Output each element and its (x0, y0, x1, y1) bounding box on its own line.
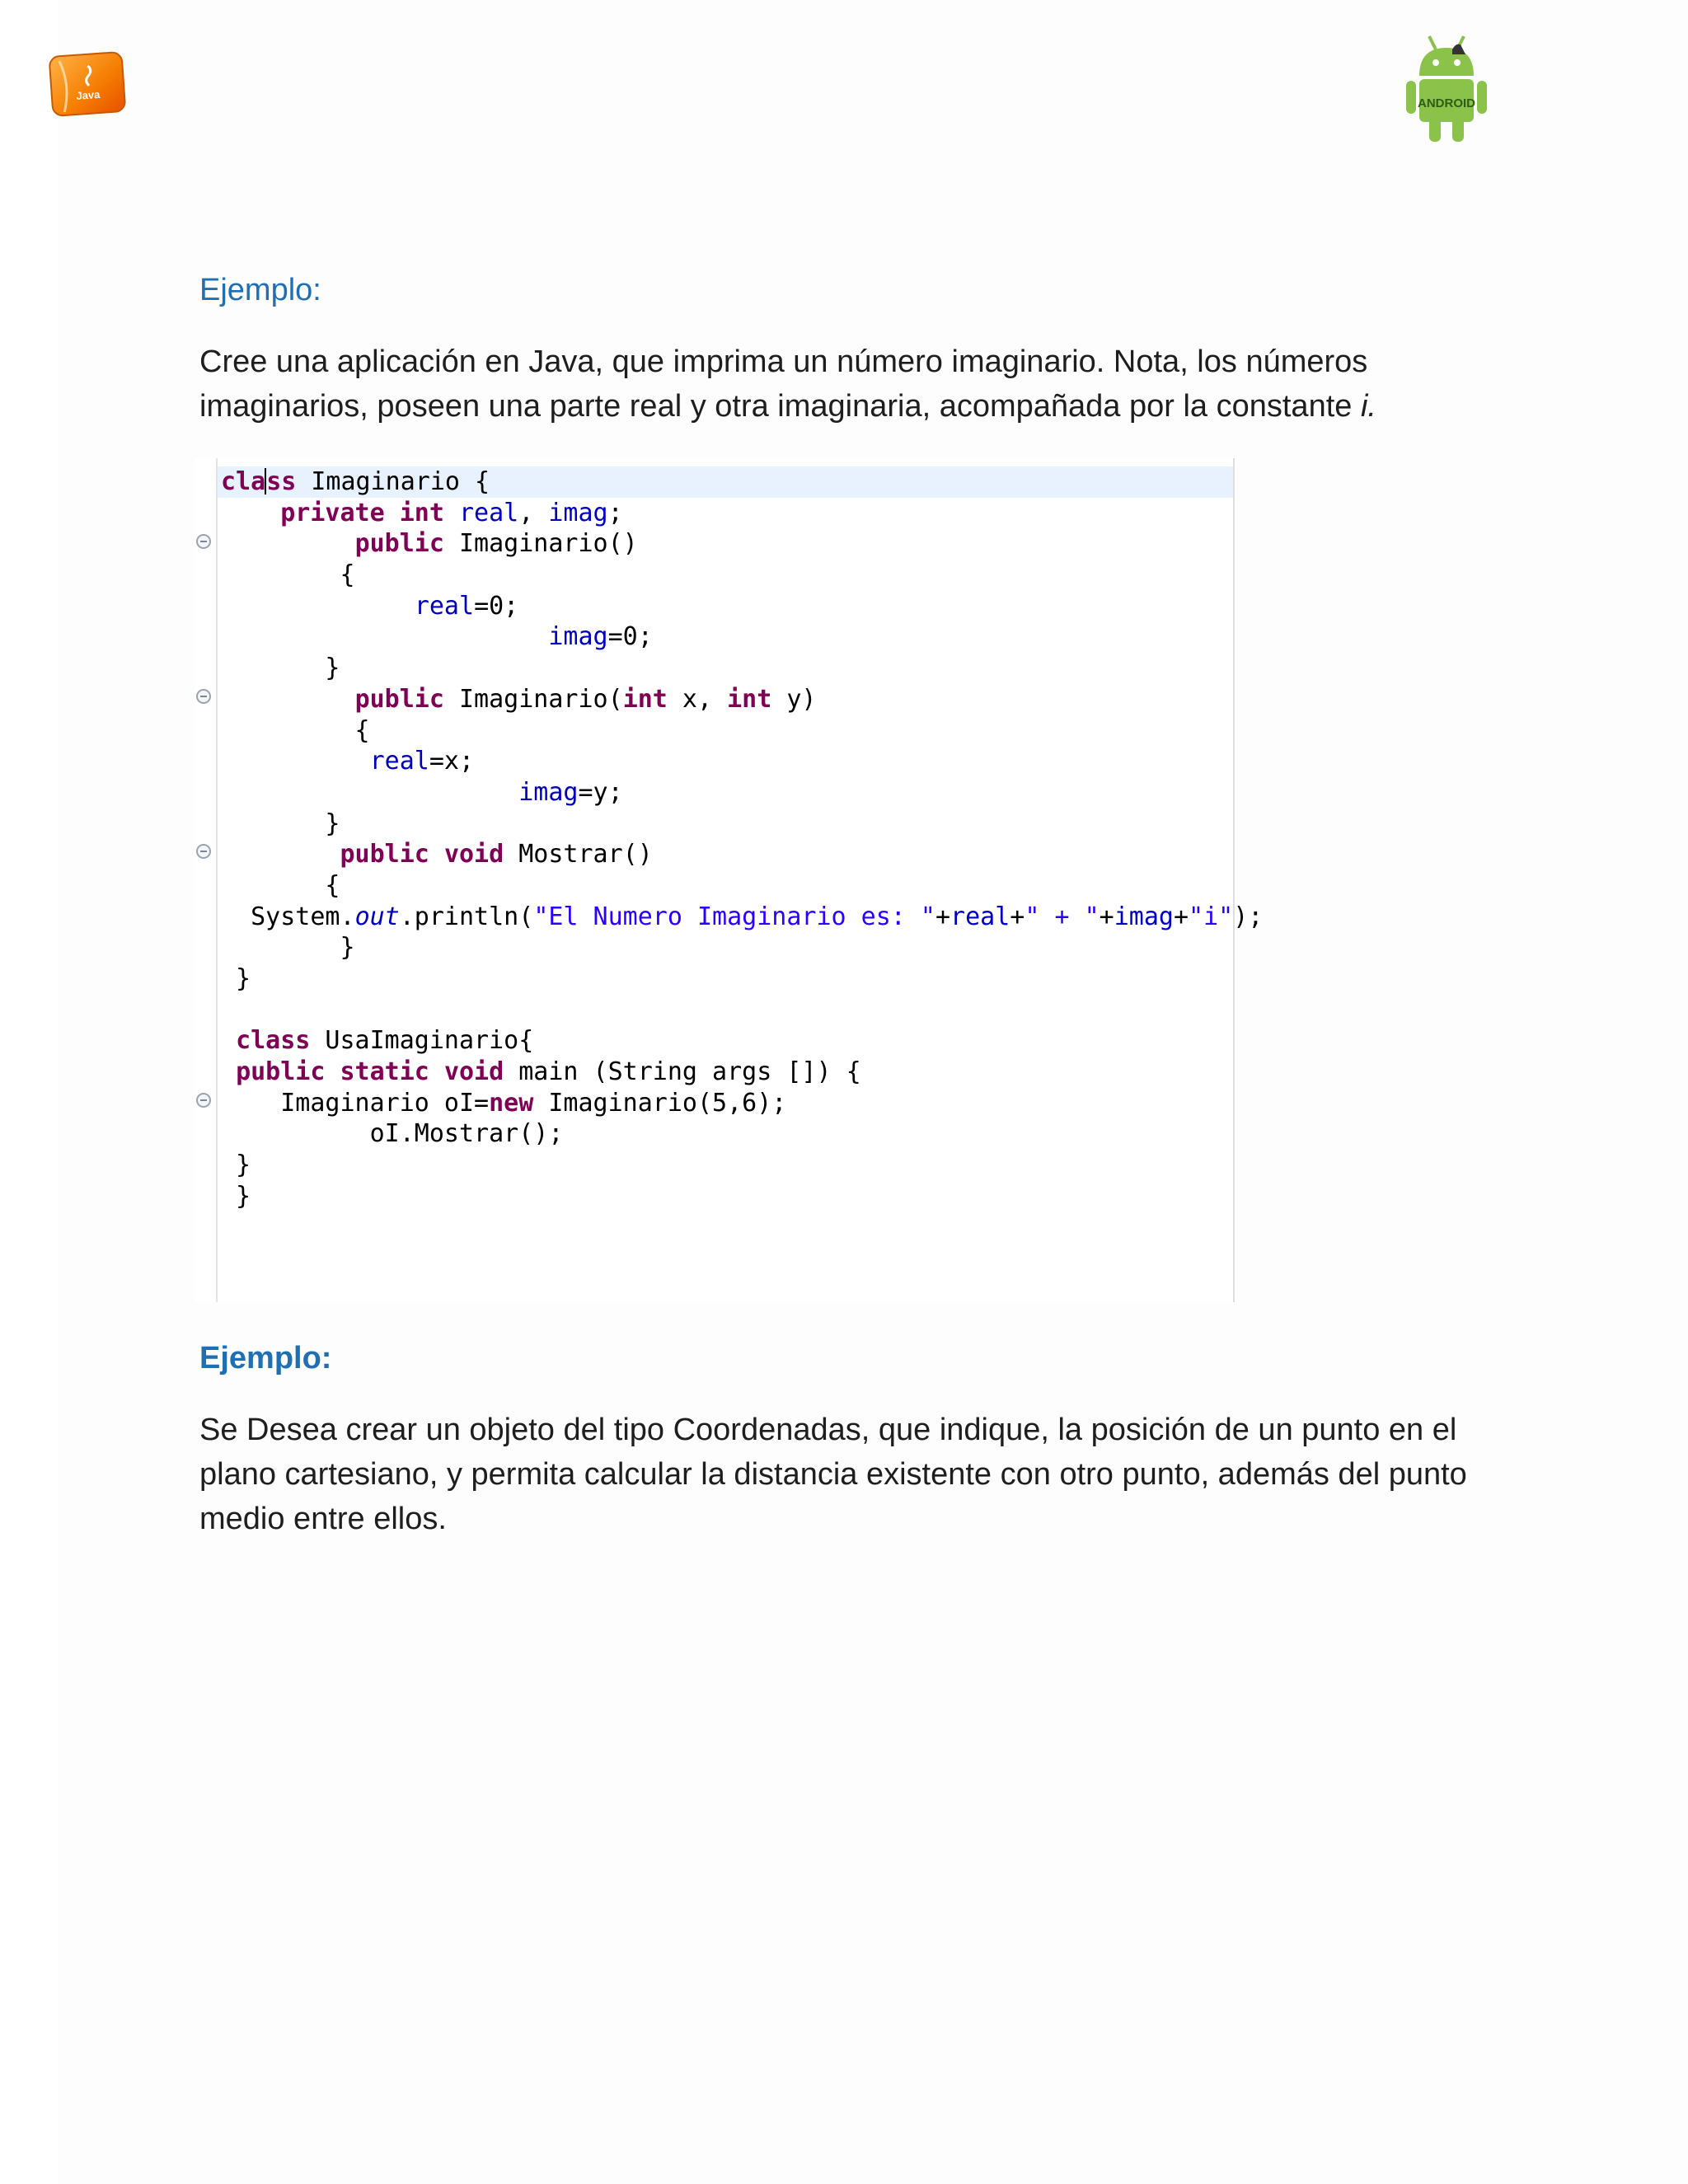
code-screenshot (195, 458, 1264, 1302)
java-logo (44, 49, 129, 122)
code-line (221, 995, 1263, 1026)
section-heading: Ejemplo: (199, 1341, 332, 1376)
code-line: public Imaginario(int x, int y) (354, 684, 817, 714)
code-line: } (221, 654, 340, 683)
code-line: class Imaginario { (221, 467, 490, 496)
code-line: imag=y; (518, 777, 623, 807)
code-line: public void Mostrar() (340, 840, 653, 869)
section-heading: Ejemplo: (199, 273, 321, 307)
android-logo (1401, 25, 1492, 148)
code-line: System.out.println("El Numero Imaginario es: "+real+" + "+imag+"i"); (221, 902, 1264, 931)
code-line: } (221, 964, 251, 993)
code-line: } (221, 933, 355, 963)
section-paragraph: Se Desea crear un objeto del tipo Coordenadas, que indique, la posición de un punto en el plano cartesiano, y permita calcular la distancia existente con otro punto, además del punto medio entre ellos. (199, 1413, 1467, 1536)
code-line: public Imaginario() (354, 529, 638, 559)
fold-icon[interactable] (196, 689, 211, 704)
code-line: real=x; (369, 747, 475, 776)
fold-icon[interactable] (196, 534, 211, 549)
fold-icon[interactable] (196, 844, 211, 859)
section-paragraph: Cree una aplicación en Java, que imprima un número imaginario. Nota, los números imaginarios, poseen una parte real y otra imaginaria, acompañada por la constante i. (199, 344, 1376, 424)
code-line: public static void main (String args []) { (236, 1057, 861, 1087)
code-line: private int real, imag; (280, 498, 623, 527)
editor-gutter (216, 458, 218, 1302)
code-line: oI.Mostrar(); (221, 1119, 564, 1149)
code-line: imag=0; (548, 622, 653, 652)
code-line: } (221, 808, 340, 838)
svg-text:ANDROID: ANDROID (1418, 96, 1475, 110)
code-line: class UsaImaginario{ (236, 1026, 534, 1056)
fold-icon[interactable] (196, 1093, 211, 1108)
constant-i: i. (1360, 389, 1376, 424)
code-line: } (221, 1181, 251, 1211)
code-line: { (221, 560, 355, 590)
code-line: } (221, 1151, 251, 1180)
code-line: Imaginario oI=new Imaginario(5,6); (221, 1088, 787, 1118)
code-block (221, 466, 1263, 1212)
code-line: real=0; (414, 591, 519, 621)
code-line: { (221, 715, 370, 745)
code-line: { (221, 870, 340, 900)
svg-text:Java: Java (75, 87, 101, 102)
